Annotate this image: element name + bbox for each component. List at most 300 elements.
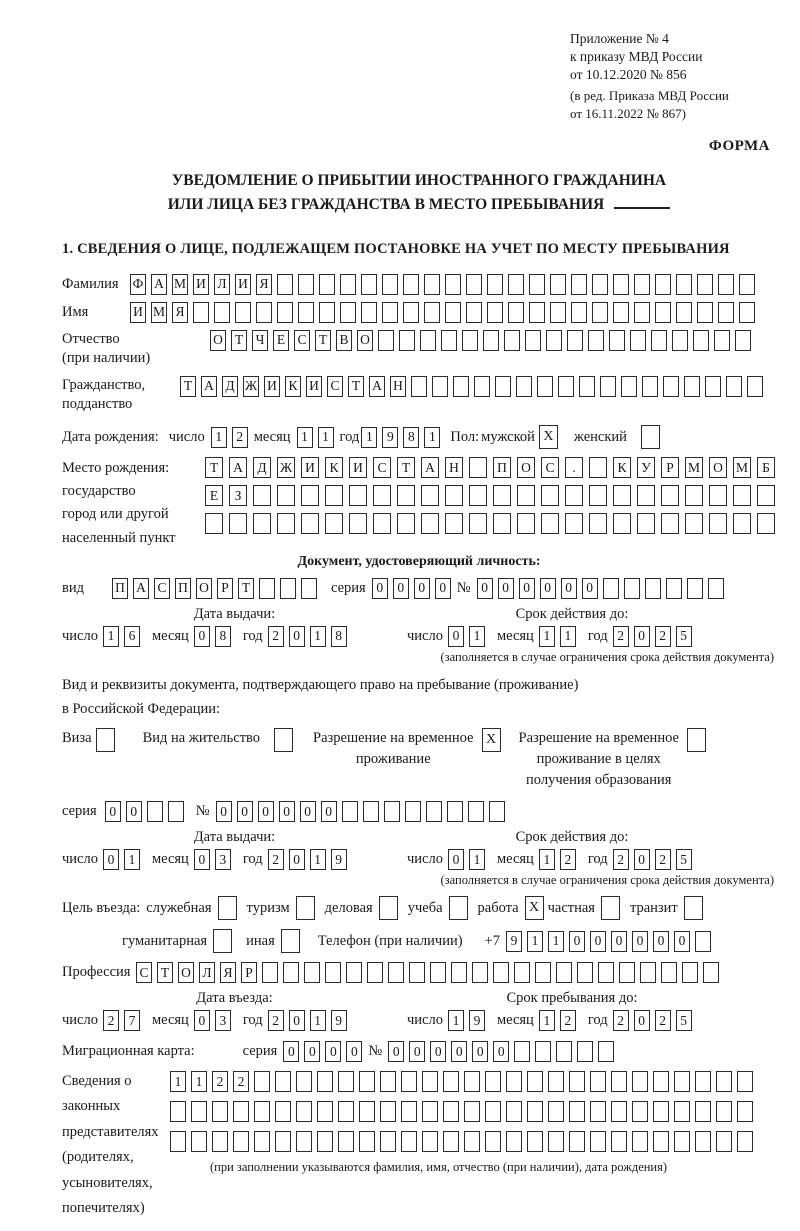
- representatives-row2-boxes[interactable]: [170, 1101, 753, 1122]
- representatives-row1-boxes[interactable]: [170, 1071, 753, 1092]
- char-cell[interactable]: Т: [397, 457, 415, 478]
- char-cell[interactable]: [426, 801, 442, 822]
- char-cell[interactable]: 0: [372, 578, 388, 599]
- char-cell[interactable]: [676, 302, 692, 323]
- char-cell[interactable]: [705, 376, 721, 397]
- char-cell[interactable]: [611, 1101, 627, 1122]
- char-cell[interactable]: [550, 274, 566, 295]
- char-cell[interactable]: [517, 513, 535, 534]
- char-cell[interactable]: [653, 1131, 669, 1152]
- char-cell[interactable]: [525, 330, 541, 351]
- char-cell[interactable]: [430, 962, 446, 983]
- char-cell[interactable]: [468, 801, 484, 822]
- char-cell[interactable]: [401, 1131, 417, 1152]
- char-cell[interactable]: [401, 1071, 417, 1092]
- char-cell[interactable]: [447, 801, 463, 822]
- char-cell[interactable]: 8: [215, 626, 231, 647]
- char-cell[interactable]: [403, 302, 419, 323]
- char-cell[interactable]: 0: [561, 578, 577, 599]
- char-cell[interactable]: [653, 1101, 669, 1122]
- char-cell[interactable]: [733, 485, 751, 506]
- char-cell[interactable]: О: [517, 457, 535, 478]
- identity-issue-year-boxes[interactable]: [268, 626, 347, 647]
- purpose-inaya-checkbox[interactable]: [281, 929, 300, 953]
- char-cell[interactable]: [338, 1101, 354, 1122]
- char-cell[interactable]: И: [130, 302, 146, 323]
- char-cell[interactable]: [212, 1101, 228, 1122]
- char-cell[interactable]: 9: [331, 849, 347, 870]
- char-cell[interactable]: [632, 1101, 648, 1122]
- char-cell[interactable]: [147, 801, 163, 822]
- char-cell[interactable]: [191, 1101, 207, 1122]
- residence-valid-day-boxes[interactable]: [448, 849, 485, 870]
- char-cell[interactable]: [548, 1131, 564, 1152]
- entry-day-boxes[interactable]: [103, 1010, 140, 1031]
- char-cell[interactable]: [256, 302, 272, 323]
- char-cell[interactable]: [361, 302, 377, 323]
- char-cell[interactable]: [214, 302, 230, 323]
- char-cell[interactable]: [514, 1041, 530, 1062]
- char-cell[interactable]: 0: [289, 849, 305, 870]
- char-cell[interactable]: 0: [304, 1041, 320, 1062]
- char-cell[interactable]: С: [327, 376, 343, 397]
- char-cell[interactable]: [401, 1101, 417, 1122]
- char-cell[interactable]: 0: [632, 931, 648, 952]
- char-cell[interactable]: 2: [268, 849, 284, 870]
- char-cell[interactable]: [569, 1131, 585, 1152]
- char-cell[interactable]: [451, 962, 467, 983]
- char-cell[interactable]: С: [154, 578, 170, 599]
- char-cell[interactable]: [642, 376, 658, 397]
- char-cell[interactable]: С: [136, 962, 152, 983]
- char-cell[interactable]: В: [336, 330, 352, 351]
- char-cell[interactable]: [651, 330, 667, 351]
- char-cell[interactable]: 0: [194, 849, 210, 870]
- residence-number-boxes[interactable]: [216, 801, 505, 822]
- char-cell[interactable]: [550, 302, 566, 323]
- residence-issue-month-boxes[interactable]: [194, 849, 231, 870]
- char-cell[interactable]: [506, 1101, 522, 1122]
- char-cell[interactable]: [504, 330, 520, 351]
- char-cell[interactable]: [422, 1131, 438, 1152]
- char-cell[interactable]: П: [493, 457, 511, 478]
- surname-boxes[interactable]: [130, 274, 755, 295]
- char-cell[interactable]: 0: [430, 1041, 446, 1062]
- char-cell[interactable]: А: [229, 457, 247, 478]
- char-cell[interactable]: [589, 457, 607, 478]
- char-cell[interactable]: [685, 485, 703, 506]
- char-cell[interactable]: [443, 1131, 459, 1152]
- char-cell[interactable]: 1: [310, 1010, 326, 1031]
- char-cell[interactable]: 5: [676, 1010, 692, 1031]
- char-cell[interactable]: Р: [217, 578, 233, 599]
- identity-kind-boxes[interactable]: [112, 578, 317, 599]
- char-cell[interactable]: [674, 1071, 690, 1092]
- char-cell[interactable]: [409, 962, 425, 983]
- char-cell[interactable]: [506, 1071, 522, 1092]
- char-cell[interactable]: [380, 1131, 396, 1152]
- char-cell[interactable]: [296, 1071, 312, 1092]
- char-cell[interactable]: [277, 302, 293, 323]
- char-cell[interactable]: [624, 578, 640, 599]
- char-cell[interactable]: И: [349, 457, 367, 478]
- char-cell[interactable]: [514, 962, 530, 983]
- char-cell[interactable]: [485, 1071, 501, 1092]
- char-cell[interactable]: [693, 330, 709, 351]
- identity-valid-day-boxes[interactable]: [448, 626, 485, 647]
- char-cell[interactable]: 0: [582, 578, 598, 599]
- char-cell[interactable]: Р: [241, 962, 257, 983]
- char-cell[interactable]: 1: [191, 1071, 207, 1092]
- char-cell[interactable]: 0: [289, 626, 305, 647]
- char-cell[interactable]: [485, 1101, 501, 1122]
- char-cell[interactable]: [598, 1041, 614, 1062]
- char-cell[interactable]: [558, 376, 574, 397]
- char-cell[interactable]: [483, 330, 499, 351]
- char-cell[interactable]: Б: [757, 457, 775, 478]
- char-cell[interactable]: 0: [569, 931, 585, 952]
- char-cell[interactable]: [600, 376, 616, 397]
- char-cell[interactable]: 6: [124, 626, 140, 647]
- char-cell[interactable]: [567, 330, 583, 351]
- char-cell[interactable]: [403, 274, 419, 295]
- char-cell[interactable]: [630, 330, 646, 351]
- char-cell[interactable]: 2: [560, 849, 576, 870]
- char-cell[interactable]: [319, 274, 335, 295]
- char-cell[interactable]: [342, 801, 358, 822]
- char-cell[interactable]: [254, 1101, 270, 1122]
- char-cell[interactable]: 0: [289, 1010, 305, 1031]
- char-cell[interactable]: [464, 1101, 480, 1122]
- char-cell[interactable]: О: [196, 578, 212, 599]
- char-cell[interactable]: [466, 302, 482, 323]
- char-cell[interactable]: [325, 485, 343, 506]
- char-cell[interactable]: 7: [124, 1010, 140, 1031]
- char-cell[interactable]: [253, 513, 271, 534]
- char-cell[interactable]: [301, 513, 319, 534]
- char-cell[interactable]: [757, 485, 775, 506]
- char-cell[interactable]: Т: [205, 457, 223, 478]
- char-cell[interactable]: 0: [414, 578, 430, 599]
- char-cell[interactable]: [674, 1131, 690, 1152]
- char-cell[interactable]: 0: [258, 801, 274, 822]
- char-cell[interactable]: [420, 330, 436, 351]
- char-cell[interactable]: 0: [237, 801, 253, 822]
- purpose-delovaya-checkbox[interactable]: [379, 896, 398, 920]
- char-cell[interactable]: Я: [256, 274, 272, 295]
- char-cell[interactable]: П: [112, 578, 128, 599]
- char-cell[interactable]: 0: [634, 849, 650, 870]
- char-cell[interactable]: 2: [655, 849, 671, 870]
- char-cell[interactable]: [325, 513, 343, 534]
- char-cell[interactable]: [421, 513, 439, 534]
- char-cell[interactable]: [254, 1131, 270, 1152]
- char-cell[interactable]: [277, 274, 293, 295]
- char-cell[interactable]: [687, 578, 703, 599]
- phone-boxes[interactable]: [506, 931, 711, 952]
- char-cell[interactable]: [613, 513, 631, 534]
- char-cell[interactable]: [611, 1071, 627, 1092]
- char-cell[interactable]: О: [210, 330, 226, 351]
- char-cell[interactable]: 0: [472, 1041, 488, 1062]
- char-cell[interactable]: О: [357, 330, 373, 351]
- citizenship-boxes[interactable]: [180, 376, 763, 397]
- char-cell[interactable]: 0: [477, 578, 493, 599]
- char-cell[interactable]: [493, 485, 511, 506]
- residence-issue-year-boxes[interactable]: [268, 849, 347, 870]
- gender-male-checkbox[interactable]: X: [539, 425, 558, 449]
- char-cell[interactable]: [697, 302, 713, 323]
- char-cell[interactable]: [527, 1131, 543, 1152]
- char-cell[interactable]: [275, 1101, 291, 1122]
- char-cell[interactable]: [603, 578, 619, 599]
- char-cell[interactable]: [516, 376, 532, 397]
- char-cell[interactable]: [548, 1071, 564, 1092]
- char-cell[interactable]: [445, 513, 463, 534]
- char-cell[interactable]: [613, 274, 629, 295]
- char-cell[interactable]: Д: [253, 457, 271, 478]
- char-cell[interactable]: 0: [194, 626, 210, 647]
- birth-month-boxes[interactable]: [297, 427, 334, 448]
- char-cell[interactable]: П: [175, 578, 191, 599]
- migration-number-boxes[interactable]: [388, 1041, 614, 1062]
- char-cell[interactable]: [598, 962, 614, 983]
- char-cell[interactable]: [254, 1071, 270, 1092]
- char-cell[interactable]: 9: [506, 931, 522, 952]
- char-cell[interactable]: [170, 1131, 186, 1152]
- identity-issue-day-boxes[interactable]: [103, 626, 140, 647]
- char-cell[interactable]: [613, 302, 629, 323]
- char-cell[interactable]: 0: [126, 801, 142, 822]
- birth-place-row2-boxes[interactable]: [205, 485, 775, 506]
- name-boxes[interactable]: [130, 302, 755, 323]
- stay-day-boxes[interactable]: [448, 1010, 485, 1031]
- char-cell[interactable]: [424, 302, 440, 323]
- entry-month-boxes[interactable]: [194, 1010, 231, 1031]
- char-cell[interactable]: [655, 302, 671, 323]
- char-cell[interactable]: 0: [388, 1041, 404, 1062]
- char-cell[interactable]: [718, 274, 734, 295]
- char-cell[interactable]: 2: [268, 626, 284, 647]
- purpose-rabota-checkbox[interactable]: X: [525, 896, 544, 920]
- char-cell[interactable]: [739, 302, 755, 323]
- char-cell[interactable]: [737, 1101, 753, 1122]
- char-cell[interactable]: Ф: [130, 274, 146, 295]
- char-cell[interactable]: С: [373, 457, 391, 478]
- char-cell[interactable]: Е: [273, 330, 289, 351]
- char-cell[interactable]: [739, 274, 755, 295]
- char-cell[interactable]: [469, 457, 487, 478]
- char-cell[interactable]: [340, 302, 356, 323]
- identity-number-boxes[interactable]: [477, 578, 724, 599]
- char-cell[interactable]: [489, 801, 505, 822]
- residence-valid-month-boxes[interactable]: [539, 849, 576, 870]
- char-cell[interactable]: [577, 1041, 593, 1062]
- char-cell[interactable]: [349, 513, 367, 534]
- char-cell[interactable]: [546, 330, 562, 351]
- birth-day-boxes[interactable]: [211, 427, 248, 448]
- char-cell[interactable]: [349, 485, 367, 506]
- char-cell[interactable]: 0: [448, 626, 464, 647]
- char-cell[interactable]: [367, 962, 383, 983]
- char-cell[interactable]: 0: [653, 931, 669, 952]
- char-cell[interactable]: [346, 962, 362, 983]
- char-cell[interactable]: 2: [613, 1010, 629, 1031]
- char-cell[interactable]: М: [172, 274, 188, 295]
- char-cell[interactable]: [508, 302, 524, 323]
- char-cell[interactable]: [487, 302, 503, 323]
- char-cell[interactable]: 0: [634, 626, 650, 647]
- char-cell[interactable]: Т: [180, 376, 196, 397]
- char-cell[interactable]: [384, 801, 400, 822]
- char-cell[interactable]: [277, 513, 295, 534]
- char-cell[interactable]: [716, 1131, 732, 1152]
- char-cell[interactable]: [676, 274, 692, 295]
- char-cell[interactable]: 0: [105, 801, 121, 822]
- char-cell[interactable]: [737, 1071, 753, 1092]
- char-cell[interactable]: К: [613, 457, 631, 478]
- char-cell[interactable]: [640, 962, 656, 983]
- char-cell[interactable]: 1: [318, 427, 334, 448]
- char-cell[interactable]: 2: [233, 1071, 249, 1092]
- char-cell[interactable]: [298, 302, 314, 323]
- char-cell[interactable]: 8: [331, 626, 347, 647]
- char-cell[interactable]: [373, 513, 391, 534]
- char-cell[interactable]: 2: [560, 1010, 576, 1031]
- char-cell[interactable]: [672, 330, 688, 351]
- char-cell[interactable]: [709, 513, 727, 534]
- char-cell[interactable]: [571, 274, 587, 295]
- char-cell[interactable]: [363, 801, 379, 822]
- char-cell[interactable]: [422, 1101, 438, 1122]
- visa-checkbox[interactable]: [96, 728, 115, 752]
- char-cell[interactable]: Е: [205, 485, 223, 506]
- char-cell[interactable]: [229, 513, 247, 534]
- char-cell[interactable]: [441, 330, 457, 351]
- char-cell[interactable]: [380, 1071, 396, 1092]
- char-cell[interactable]: [170, 1101, 186, 1122]
- char-cell[interactable]: М: [151, 302, 167, 323]
- char-cell[interactable]: [296, 1101, 312, 1122]
- char-cell[interactable]: [443, 1101, 459, 1122]
- char-cell[interactable]: [421, 485, 439, 506]
- char-cell[interactable]: Т: [348, 376, 364, 397]
- char-cell[interactable]: [590, 1131, 606, 1152]
- char-cell[interactable]: [397, 485, 415, 506]
- char-cell[interactable]: [296, 1131, 312, 1152]
- char-cell[interactable]: [571, 302, 587, 323]
- char-cell[interactable]: [747, 376, 763, 397]
- char-cell[interactable]: [233, 1131, 249, 1152]
- char-cell[interactable]: [338, 1131, 354, 1152]
- char-cell[interactable]: [556, 962, 572, 983]
- char-cell[interactable]: [317, 1131, 333, 1152]
- char-cell[interactable]: 1: [539, 626, 555, 647]
- char-cell[interactable]: М: [685, 457, 703, 478]
- char-cell[interactable]: Т: [238, 578, 254, 599]
- char-cell[interactable]: .: [565, 457, 583, 478]
- profession-boxes[interactable]: [136, 962, 719, 983]
- char-cell[interactable]: [325, 962, 341, 983]
- char-cell[interactable]: 1: [310, 626, 326, 647]
- char-cell[interactable]: Т: [315, 330, 331, 351]
- char-cell[interactable]: [666, 578, 682, 599]
- char-cell[interactable]: [474, 376, 490, 397]
- char-cell[interactable]: Т: [157, 962, 173, 983]
- char-cell[interactable]: 0: [279, 801, 295, 822]
- char-cell[interactable]: 0: [540, 578, 556, 599]
- char-cell[interactable]: [613, 485, 631, 506]
- stay-year-boxes[interactable]: [613, 1010, 692, 1031]
- char-cell[interactable]: 1: [527, 931, 543, 952]
- char-cell[interactable]: И: [306, 376, 322, 397]
- char-cell[interactable]: [506, 1131, 522, 1152]
- birth-place-row1-boxes[interactable]: [205, 457, 775, 478]
- char-cell[interactable]: [469, 485, 487, 506]
- temp-residence-education-checkbox[interactable]: [687, 728, 706, 752]
- char-cell[interactable]: [577, 962, 593, 983]
- char-cell[interactable]: [283, 962, 299, 983]
- char-cell[interactable]: [359, 1071, 375, 1092]
- char-cell[interactable]: К: [325, 457, 343, 478]
- char-cell[interactable]: [443, 1071, 459, 1092]
- char-cell[interactable]: Ж: [243, 376, 259, 397]
- char-cell[interactable]: [637, 513, 655, 534]
- entry-year-boxes[interactable]: [268, 1010, 347, 1031]
- char-cell[interactable]: 2: [232, 427, 248, 448]
- char-cell[interactable]: [708, 578, 724, 599]
- char-cell[interactable]: 1: [310, 849, 326, 870]
- char-cell[interactable]: 1: [170, 1071, 186, 1092]
- birth-year-boxes[interactable]: [361, 427, 440, 448]
- char-cell[interactable]: [637, 485, 655, 506]
- char-cell[interactable]: [733, 513, 751, 534]
- char-cell[interactable]: С: [294, 330, 310, 351]
- char-cell[interactable]: 0: [634, 1010, 650, 1031]
- char-cell[interactable]: Ж: [277, 457, 295, 478]
- char-cell[interactable]: 1: [469, 849, 485, 870]
- char-cell[interactable]: 0: [451, 1041, 467, 1062]
- char-cell[interactable]: [382, 274, 398, 295]
- char-cell[interactable]: [317, 1071, 333, 1092]
- char-cell[interactable]: 1: [124, 849, 140, 870]
- char-cell[interactable]: [469, 513, 487, 534]
- char-cell[interactable]: [682, 962, 698, 983]
- char-cell[interactable]: [445, 485, 463, 506]
- char-cell[interactable]: [380, 1101, 396, 1122]
- char-cell[interactable]: У: [637, 457, 655, 478]
- identity-valid-year-boxes[interactable]: [613, 626, 692, 647]
- representatives-row3-boxes[interactable]: [170, 1131, 753, 1152]
- char-cell[interactable]: 0: [498, 578, 514, 599]
- char-cell[interactable]: [464, 1071, 480, 1092]
- char-cell[interactable]: А: [133, 578, 149, 599]
- char-cell[interactable]: [590, 1101, 606, 1122]
- char-cell[interactable]: [663, 376, 679, 397]
- char-cell[interactable]: [718, 302, 734, 323]
- char-cell[interactable]: [445, 302, 461, 323]
- char-cell[interactable]: Н: [390, 376, 406, 397]
- residence-permit-checkbox[interactable]: [274, 728, 293, 752]
- char-cell[interactable]: [193, 302, 209, 323]
- residence-valid-year-boxes[interactable]: [613, 849, 692, 870]
- char-cell[interactable]: [589, 485, 607, 506]
- char-cell[interactable]: Н: [445, 457, 463, 478]
- char-cell[interactable]: [493, 513, 511, 534]
- char-cell[interactable]: [378, 330, 394, 351]
- char-cell[interactable]: [317, 1101, 333, 1122]
- char-cell[interactable]: Я: [172, 302, 188, 323]
